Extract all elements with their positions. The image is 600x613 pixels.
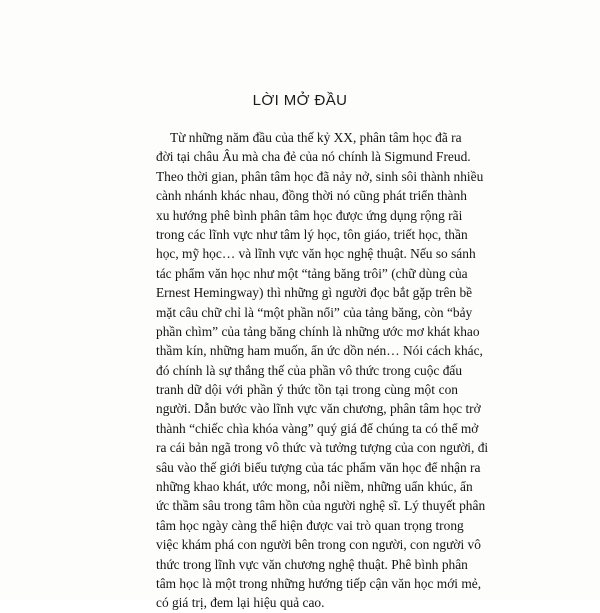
body-paragraph (156, 128, 489, 613)
text-line: cành nhánh khác nhau, đồng thời nó cũng phát triển thành (156, 188, 467, 204)
text-line: phần chìm” của tảng băng chính là những ước mơ khát khao (156, 323, 480, 339)
text-line: Ernest Hemingway) thì những gì người đọc bắt gặp trên bề (156, 285, 473, 301)
text-line: học, mỹ học… và lĩnh vực văn học nghệ thuật. Nếu so sánh (156, 246, 476, 262)
text-line: ức thầm sâu trong tâm hồn của người nghệ sĩ. Lý thuyết phân (156, 498, 486, 514)
text-line: tranh dữ dội với phần ý thức tồn tại trong cùng một con (156, 382, 458, 398)
text-line: mặt câu chữ chỉ là “một phần nổi” của tảng băng, còn “bảy (156, 304, 473, 320)
text-line: đó chính là sự thắng thế của phần vô thức trong cuộc đấu (156, 362, 463, 378)
text-line: tâm học là một trong những hướng tiếp cận văn học mới mẻ, (156, 575, 482, 591)
text-line: Theo thời gian, phân tâm học đã nảy nở, sinh sôi thành nhiều (156, 168, 484, 184)
text-line: tâm học ngày càng thể hiện được vai trò quan trọng trong (156, 517, 464, 533)
text-line: những khao khát, ước mong, nỗi niềm, những uẩn khúc, ẩn (156, 479, 473, 495)
text-line: ra cái bản ngã trong vô thức và tưởng tượng của con người, đi (156, 440, 489, 456)
text-line: việc khám phá con người bên trong con người, con người vô (156, 537, 481, 553)
text-line: thầm kín, những ham muốn, ẩn ức dồn nén… Nói cách khác, (156, 343, 483, 359)
text-line: trong các lĩnh vực như tâm lý học, tôn giáo, triết học, thần (156, 226, 468, 242)
text-line: tác phẩm văn học như một “tảng băng trôi” (chữ dùng của (156, 265, 468, 281)
text-line: xu hướng phê bình phân tâm học được ứng dụng rộng rãi (156, 207, 463, 223)
text-line: Từ những năm đầu của thế kỷ XX, phân tâm học đã ra (170, 130, 462, 145)
text-line: thức trong lĩnh vực văn chương nghệ thuật. Phê bình phân (156, 556, 468, 572)
text-line: sâu vào thế giới biểu tượng của tác phẩm văn học để nhận ra (156, 459, 481, 475)
page-title: LỜI MỞ ĐẦU (252, 92, 348, 109)
text-line: người. Dẫn bước vào lĩnh vực văn chương, phân tâm học trở (156, 401, 481, 417)
text-line: có giá trị, đem lại hiệu quả cao. (156, 595, 325, 611)
text-line: thành “chiếc chìa khóa vàng” quý giá để chúng ta có thể mở (156, 420, 479, 436)
text-line: đời tại châu Âu mà cha đẻ của nó chính là Sigmund Freud. (156, 149, 471, 165)
